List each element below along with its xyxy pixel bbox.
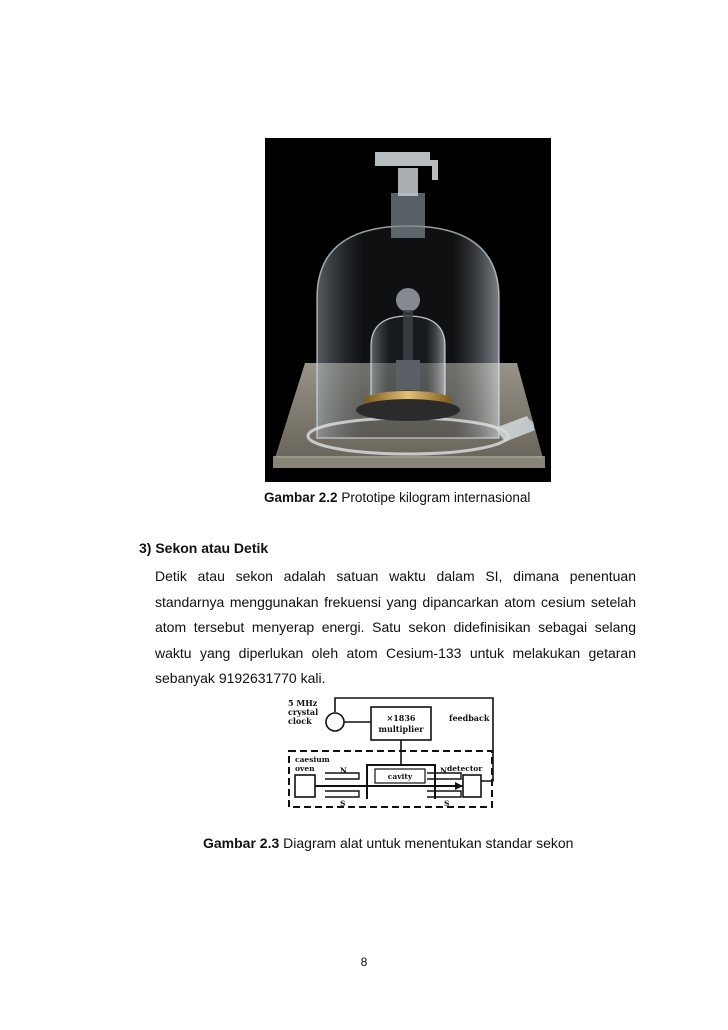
- clock-label-1: 5 MHz: [288, 698, 318, 708]
- figure-2-2-text: Prototipe kilogram internasional: [341, 490, 531, 505]
- kilogram-prototype-photo: [265, 138, 551, 482]
- figure-2-2-label: Gambar 2.2: [264, 490, 338, 505]
- oven-label-2: oven: [295, 764, 315, 773]
- magnet-left-s: S: [340, 799, 346, 808]
- cavity-label: cavity: [387, 772, 413, 781]
- figure-2-2-caption: [264, 489, 530, 507]
- multiplier-label-1: ×1836: [386, 713, 416, 723]
- magnet-right-s: S: [444, 799, 450, 808]
- feedback-label: feedback: [449, 713, 490, 723]
- caesium-clock-schematic: [285, 695, 500, 820]
- figure-2-3-label: Gambar 2.3: [203, 835, 280, 851]
- detector-label: detector: [447, 764, 483, 773]
- kilogram-prototype-illustration: [265, 138, 551, 482]
- caesium-clock-diagram: [285, 695, 500, 820]
- page-number: 8: [360, 955, 368, 969]
- section-paragraph: Detik atau sekon adalah satuan waktu dalam SI, dimana penentuan standarnya menggunakan frekuensi yang dipancarkan atom cesium setelah atom tersebut menyerap energi. Satu sekon didefinisikan sebagai selang waktu yang diperlukan oleh atom Cesium-133 untuk melakukan getaran sebanyak 9192631770 kali.: [155, 568, 636, 686]
- clock-label-2: crystal: [288, 707, 319, 717]
- clock-label-3: clock: [288, 716, 312, 726]
- magnet-right-n: N: [440, 766, 447, 775]
- oven-label-1: caesium: [295, 755, 330, 764]
- figure-2-3-text: Diagram alat untuk menentukan standar sekon: [283, 835, 574, 851]
- section-heading: 3) Sekon atau Detik: [139, 540, 269, 556]
- figure-2-3-caption: [203, 834, 573, 852]
- multiplier-label-2: multiplier: [378, 724, 424, 734]
- magnet-left-n: N: [340, 766, 347, 775]
